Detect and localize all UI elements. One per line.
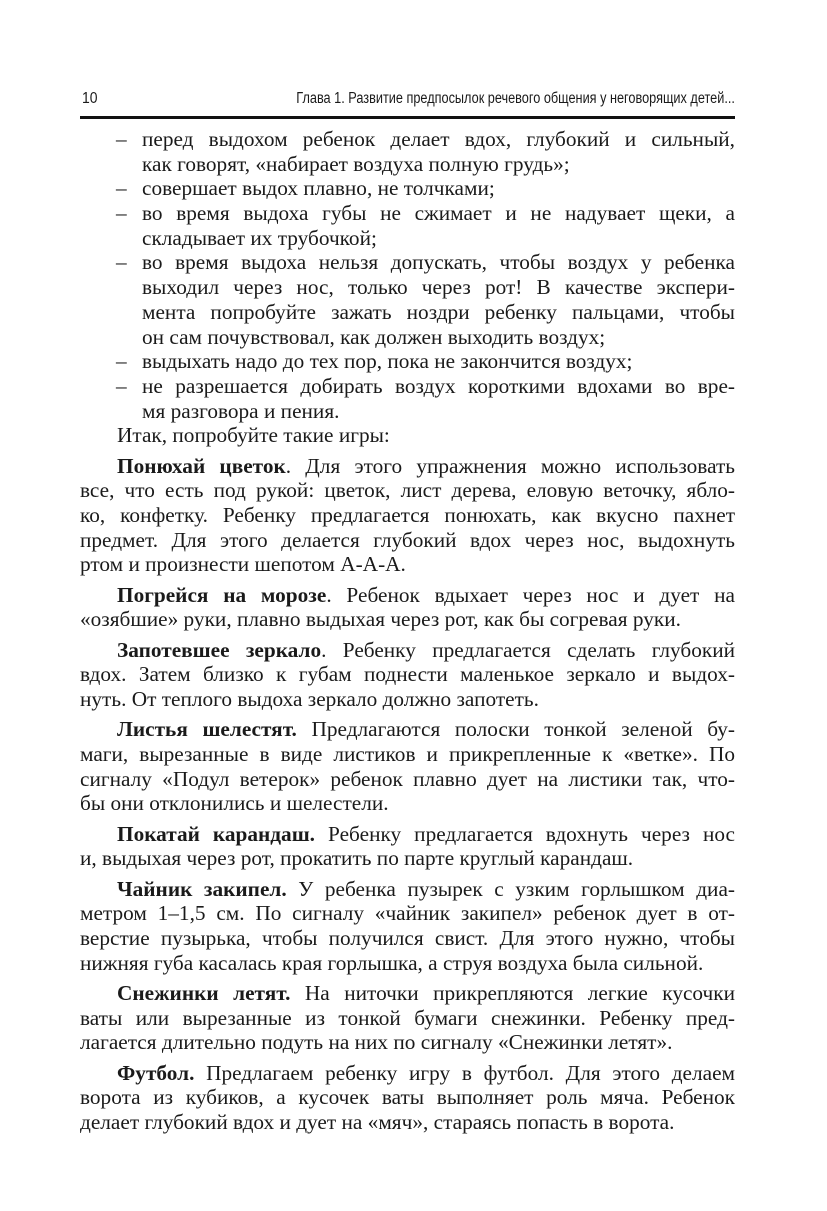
paragraph-line: метром 1–1,5 см. По сигналу «чайник закипел» ребенок дует в от- — [80, 901, 735, 926]
game-title: Листья шелестят. — [117, 717, 297, 742]
paragraph-line: все, что есть под рукой: цветок, лист дерева, еловую веточку, ябло- — [80, 478, 735, 503]
header-rule — [80, 116, 735, 119]
list-dash: – — [116, 201, 127, 226]
game-paragraph — [80, 638, 735, 712]
paragraph-line — [80, 717, 735, 742]
running-title: Глава 1. Развитие предпосылок речевого общения у неговорящих детей... — [296, 90, 735, 107]
paragraph-text: . Для этого упражнения можно использовать — [285, 453, 735, 478]
list-dash: – — [116, 250, 127, 275]
intro-paragraph — [80, 423, 735, 448]
list-dash: – — [116, 373, 127, 398]
list-dash: – — [116, 349, 127, 374]
page-body — [80, 127, 735, 1135]
game-paragraph — [80, 981, 735, 1055]
paragraph-line: предмет. Для этого делается глубокий вдох через нос, выдохнуть — [80, 527, 735, 552]
paragraph-line: и, выдыхая через рот, прокатить по парте круглый карандаш. — [80, 846, 634, 871]
list-dash: – — [116, 176, 127, 201]
paragraph-line: лагается длительно подуть на них по сигналу «Снежинки летят». — [80, 1030, 673, 1055]
game-title: Понюхай цветок — [117, 453, 286, 478]
paragraph-line: бы они отклонились и шелестели. — [80, 791, 389, 816]
intro-text: Итак, попробуйте такие игры: — [117, 423, 390, 448]
list-item-line: не разрешается добирать воздух короткими вдохами во вре- — [142, 373, 735, 398]
paragraph-line: делает глубокий вдох и дует на «мяч», стараясь попасть в ворота. — [80, 1109, 675, 1134]
list-item-line: он сам почувствовал, как должен выходить воздух; — [142, 324, 606, 349]
list-item-line: как говорят, «набирает воздуха полную грудь»; — [142, 151, 570, 176]
game-paragraph — [80, 717, 735, 816]
paragraph-text: . Ребенок вдыхает через нос и дует на — [326, 582, 736, 607]
paragraph-line: «озябшие» руки, плавно выдыхая через рот, как бы согревая руки. — [80, 607, 681, 632]
list-item — [80, 349, 735, 374]
game-paragraph — [80, 583, 735, 632]
paragraph-line: маги, вырезанные в виде листиков и прикрепленные к «ветке». По — [80, 741, 735, 766]
paragraph-line: ко, конфетку. Ребенку предлагается понюхать, как вкусно пахнет — [80, 502, 735, 527]
paragraph-line: верстие пузырька, чтобы получился свист. Для этого нужно, чтобы — [80, 925, 735, 950]
paragraph-line — [80, 981, 735, 1006]
list-item — [80, 127, 735, 176]
game-title: Погрейся на морозе — [117, 582, 327, 607]
list-item-line: перед выдохом ребенок делает вдох, глубокий и сильный, — [142, 127, 735, 151]
paragraph-line — [80, 638, 735, 663]
list-item-line: выходил через нос, только через рот! В качестве экспери- — [142, 275, 735, 300]
list-item-line: мента попробуйте зажать ноздри ребенку пальцами, чтобы — [142, 299, 735, 324]
paragraph-text: . Ребенку предлагается сделать глубокий — [321, 637, 735, 662]
paragraph-text: У ребенка пузырек с узким горлышком диа- — [286, 876, 735, 901]
paragraph-text: На ниточки прикрепляются легкие кусочки — [290, 980, 735, 1005]
paragraph-line: ворота из кубиков, а кусочек ваты выполняет роль мяча. Ребенок — [80, 1085, 735, 1110]
paragraph-line — [80, 822, 735, 847]
paragraph-line: сигналу «Подул ветерок» ребенок плавно дует на листики так, что- — [80, 766, 735, 791]
paragraph-line — [80, 877, 735, 902]
paragraph-text: Ребенку предлагается вдохнуть через нос — [315, 821, 736, 846]
game-paragraph — [80, 454, 735, 577]
game-paragraph — [80, 822, 735, 871]
list-item — [80, 176, 735, 201]
game-title: Футбол. — [117, 1060, 195, 1085]
game-paragraph — [80, 1061, 735, 1135]
game-paragraph — [80, 877, 735, 976]
paragraph-line: нуть. От теплого выдоха зеркало должно запотеть. — [80, 686, 539, 711]
game-title: Покатай карандаш. — [117, 821, 316, 846]
paragraph-line: ваты или вырезанные из тонкой бумаги снежинки. Ребенку пред- — [80, 1005, 735, 1030]
paragraph-text: Предлагаем ребенку игру в футбол. Для этого делаем — [194, 1060, 735, 1085]
paragraph-line — [80, 454, 735, 479]
list-item — [80, 374, 735, 423]
paragraph-text: Предлагаются полоски тонкой зеленой бу- — [296, 717, 735, 742]
list-dash: – — [116, 127, 127, 151]
game-title: Снежинки летят. — [117, 980, 291, 1005]
running-header — [80, 88, 735, 112]
list-item-line: мя разговора и пения. — [142, 398, 340, 423]
paragraph-line: ртом и произнести шепотом А-А-А. — [80, 552, 406, 577]
list-item — [80, 250, 735, 349]
paragraph-line — [80, 1061, 735, 1086]
game-title: Запотевшее зеркало — [117, 637, 322, 662]
paragraph-line: нижняя губа касалась края горлышка, а струя воздуха была сильной. — [80, 950, 704, 975]
list-item-line: выдыхать надо до тех пор, пока не закончится воздух; — [142, 349, 633, 374]
paragraph-line — [80, 583, 735, 608]
list-item-line: во время выдоха губы не сжимает и не надувает щеки, а — [142, 201, 735, 226]
list-item-line: совершает выдох плавно, не толчками; — [142, 176, 495, 201]
paragraph-line: вдох. Затем близко к губам поднести маленькое зеркало и выдох- — [80, 662, 735, 687]
list-item-line: складывает их трубочкой; — [142, 225, 377, 250]
list-item — [80, 201, 735, 250]
list-item-line: во время выдоха нельзя допускать, чтобы воздух у ребенка — [142, 250, 735, 275]
game-title: Чайник закипел. — [117, 876, 287, 901]
page-number: 10 — [82, 90, 98, 107]
